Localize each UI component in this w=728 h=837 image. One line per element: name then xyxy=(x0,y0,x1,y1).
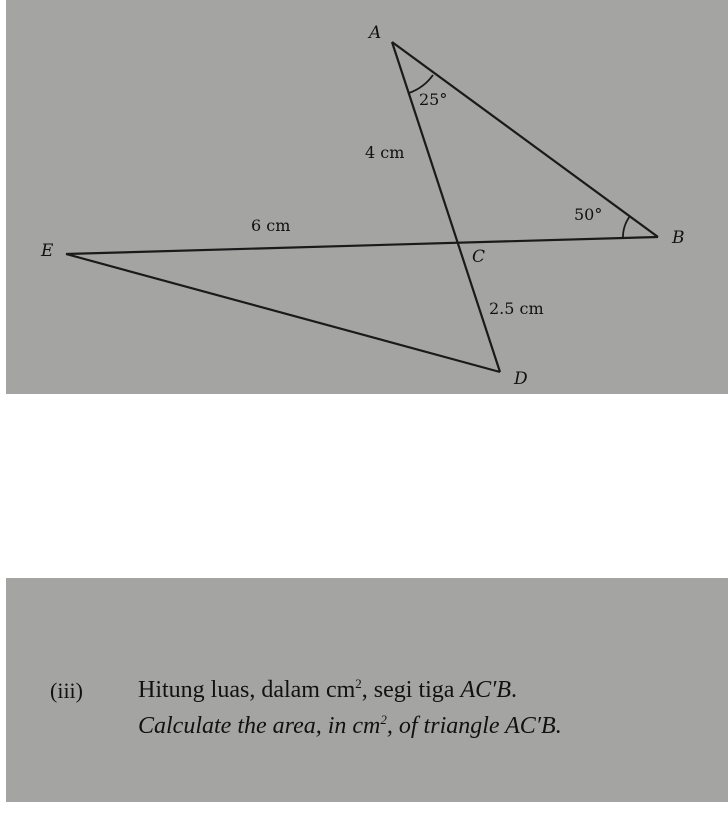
malay-prefix: Hitung luas, dalam cm xyxy=(138,677,356,703)
point-label-D: D xyxy=(514,369,528,389)
length-EC-label: 6 cm xyxy=(251,216,291,235)
english-end: . xyxy=(555,713,562,739)
malay-mid: , segi tiga xyxy=(361,677,461,703)
malay-triangle-name: AC′B xyxy=(460,677,512,703)
english-triangle-name: AC′B xyxy=(505,713,556,739)
english-superscript: 2 xyxy=(380,712,387,727)
english-mid: , of triangle xyxy=(386,713,506,739)
point-label-C: C xyxy=(472,247,486,267)
malay-end: . xyxy=(511,677,518,703)
point-label-E: E xyxy=(41,241,54,261)
segment-EB xyxy=(66,237,658,254)
length-CD-label: 2.5 cm xyxy=(489,299,544,318)
english-prefix: Calculate the area, in cm xyxy=(138,713,381,739)
segment-ED xyxy=(66,254,500,372)
malay-superscript: 2 xyxy=(355,676,362,691)
triangle-diagram xyxy=(0,0,728,400)
angle-B-label: 50° xyxy=(574,205,603,224)
angle-A-label: 25° xyxy=(419,90,448,109)
length-AC-label: 4 cm xyxy=(365,143,405,162)
question-malay xyxy=(138,676,517,704)
question-english xyxy=(138,712,562,740)
point-label-A: A xyxy=(369,23,382,43)
angle-B-arc xyxy=(623,216,630,239)
question-number: (iii) xyxy=(50,678,83,703)
point-label-B: B xyxy=(672,228,685,248)
segment-AB xyxy=(392,42,658,237)
